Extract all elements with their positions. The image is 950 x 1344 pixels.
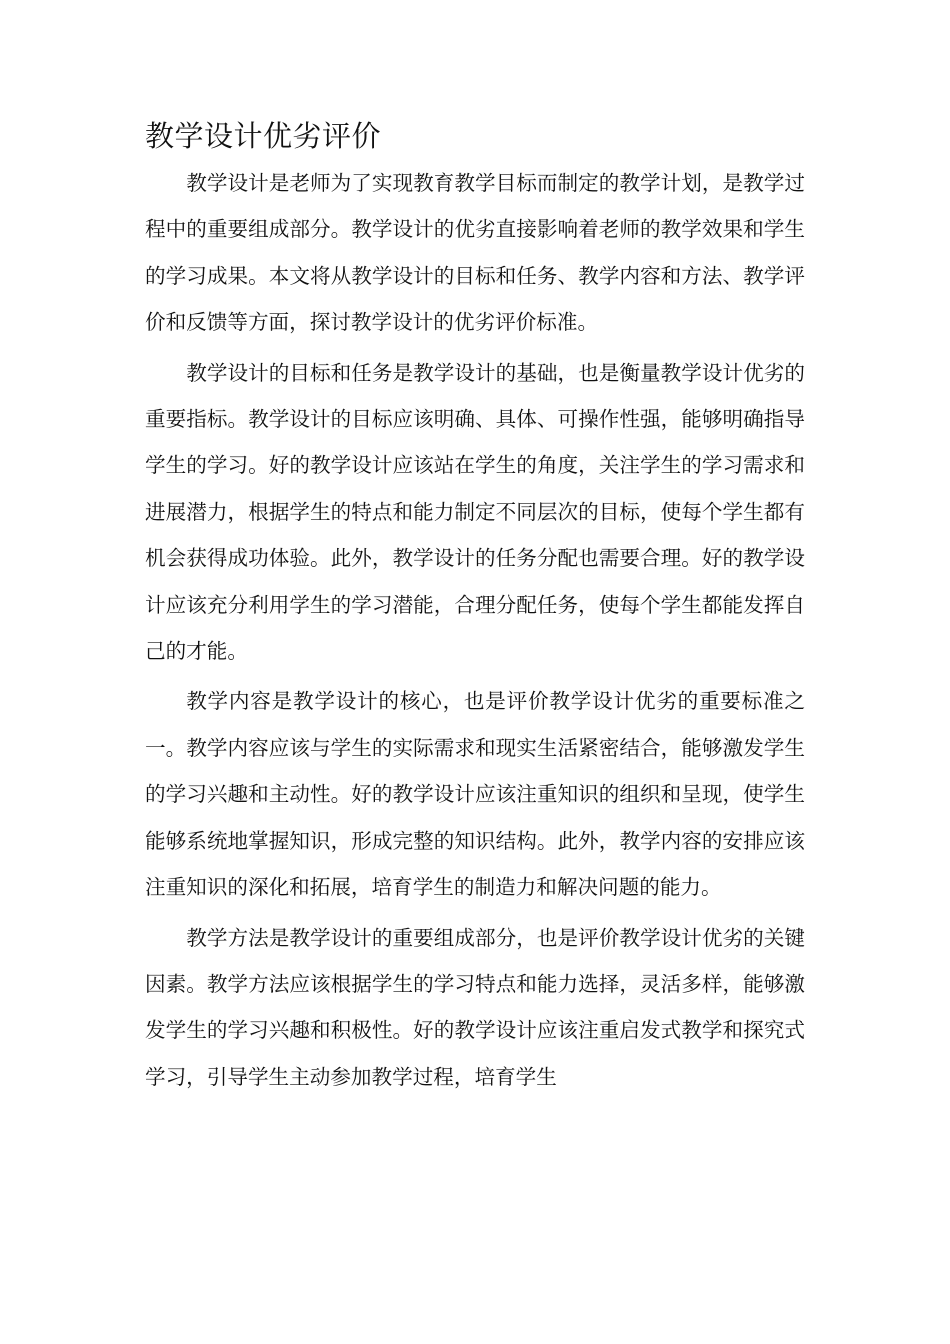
paragraph-methods: 教学方法是教学设计的重要组成部分，也是评价教学设计优劣的关键因素。教学方法应该根据学生的学习特点和能力选择，灵活多样，能够激发学生的学习兴趣和积极性。好的教学设计应该注重启发式教学和探究式学习，引导学生主动参加教学过程，培育学生 (145, 925, 805, 1089)
paragraph-intro: 教学设计是老师为了实现教育教学目标而制定的教学计划，是教学过程中的重要组成部分。教学设计的优劣直接影响着老师的教学效果和学生的学习成果。本文将从教学设计的目标和任务、教学内容和方法、教学评价和反馈等方面，探讨教学设计的优劣评价标准。 (145, 171, 805, 335)
document-title: 教学设计优劣评价 (145, 119, 382, 153)
document-body (145, 160, 805, 1104)
paragraph-goals-tasks: 教学设计的目标和任务是教学设计的基础，也是衡量教学设计优劣的重要指标。教学设计的目标应该明确、具体、可操作性强，能够明确指导学生的学习。好的教学设计应该站在学生的角度，关注学生的学习需求和进展潜力，根据学生的特点和能力制定不同层次的目标，使每个学生都有机会获得成功体验。此外，教学设计的任务分配也需要合理。好的教学设计应该充分利用学生的学习潜能，合理分配任务，使每个学生都能发挥自己的才能。 (145, 360, 805, 664)
paragraph-content: 教学内容是教学设计的核心，也是评价教学设计优劣的重要标准之一。教学内容应该与学生的实际需求和现实生活紧密结合，能够激发学生的学习兴趣和主动性。好的教学设计应该注重知识的组织和呈现，使学生能够系统地掌握知识，形成完整的知识结构。此外，教学内容的安排应该注重知识的深化和拓展，培育学生的制造力和解决问题的能力。 (145, 689, 805, 900)
